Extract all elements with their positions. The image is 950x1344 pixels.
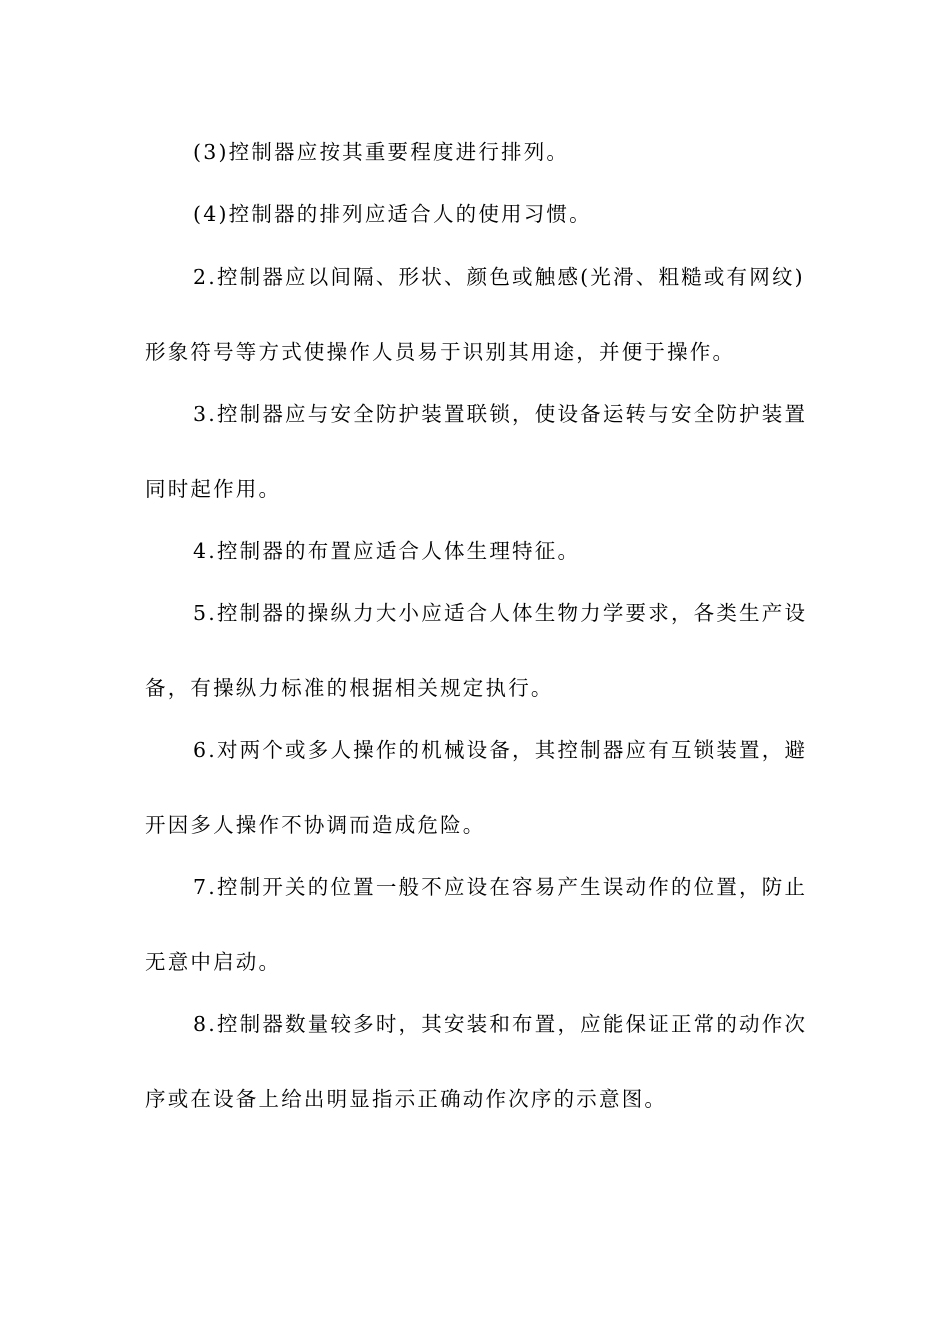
paragraph-5-line-2: 备，有操纵力标准的根据相关规定执行。: [145, 676, 554, 700]
list-item-3: (3)控制器应按其重要程度进行排列。: [193, 140, 570, 164]
paragraph-6-line-1: 6.对两个或多人操作的机械设备，其控制器应有互锁装置，避: [193, 738, 808, 762]
paragraph-7-line-1: 7.控制开关的位置一般不应设在容易产生误动作的位置，防止: [193, 875, 808, 899]
paragraph-8-line-2: 序或在设备上给出明显指示正确动作次序的示意图。: [145, 1087, 668, 1111]
paragraph-5-line-1: 5.控制器的操纵力大小应适合人体生物力学要求，各类生产设: [193, 601, 808, 625]
paragraph-2-line-2: 形象符号等方式使操作人员易于识别其用途，并便于操作。: [145, 340, 736, 364]
list-item-4: (4)控制器的排列应适合人的使用习惯。: [193, 202, 592, 226]
paragraph-2-line-1: 2.控制器应以间隔、形状、颜色或触感(光滑、粗糙或有网纹): [193, 265, 805, 289]
paragraph-6-line-2: 开因多人操作不协调而造成危险。: [145, 813, 486, 837]
paragraph-7-line-2: 无意中启动。: [145, 950, 282, 974]
paragraph-8-line-1: 8.控制器数量较多时，其安装和布置，应能保证正常的动作次: [193, 1012, 808, 1036]
paragraph-3-line-1: 3.控制器应与安全防护装置联锁，使设备运转与安全防护装置: [193, 402, 808, 426]
paragraph-3-line-2: 同时起作用。: [145, 477, 282, 501]
paragraph-4: 4.控制器的布置应适合人体生理特征。: [193, 539, 581, 563]
